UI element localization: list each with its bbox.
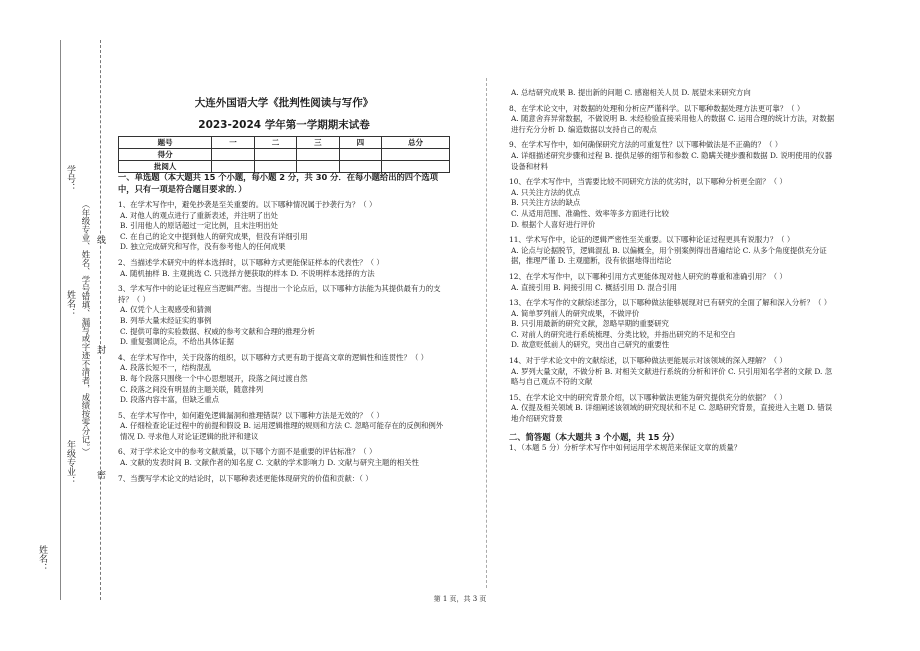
score-cell[interactable] xyxy=(254,149,296,161)
answer-option: C. 在自己的论文中提到他人的研究成果，但没有详细引用 xyxy=(120,231,308,241)
question xyxy=(118,200,450,253)
question-stem: 4、在学术写作中，关于段落的组织，以下哪种方式更有助于提高文章的逻辑性和连贯性？（ ） xyxy=(118,352,429,362)
answer-option: A. 随机抽样 B. 主观挑选 C. 只选择方便获取的样本 D. 不说明样本选择的方法 xyxy=(120,268,375,278)
question-stem: 13、在学术写作的文献综述部分，以下哪种做法能够展现对已有研究的全面了解和深入分析？（ ） xyxy=(509,298,832,308)
answer-option: A. 仅提及相关领域 B. 详细阐述该领域的研究现状和不足 C. 忽略研究背景，直接进入主题 D. 错误地介绍研究背景 xyxy=(511,403,833,424)
answer-option: D. 段落内容丰富，但缺乏重点 xyxy=(120,395,220,405)
question-stem: 1、在学术写作中，避免抄袭是至关重要的。以下哪种情况属于抄袭行为？（ ） xyxy=(118,200,377,209)
student-id-label: 学号： xyxy=(65,165,75,192)
score-table xyxy=(118,136,450,173)
question xyxy=(509,235,839,267)
question xyxy=(118,284,450,348)
score-row-label: 得分 xyxy=(119,149,212,161)
question xyxy=(509,104,839,136)
score-header: 题号 xyxy=(119,137,212,149)
score-table-row xyxy=(119,161,450,173)
answer-option: A. 仔细检查论证过程中的前提和假设 B. 运用逻辑推理的规则和方法 C. 忽略可能存在的反例和例外情况 D. 寻求他人对论证逻辑的批评和建议 xyxy=(120,421,444,441)
score-header: 总分 xyxy=(382,137,450,149)
question-stem: 7、当撰写学术论文的结论时，以下哪种表述更能体现研究的价值和贡献：（ ） xyxy=(118,473,373,483)
answer-option: C. 段落之间没有明显的主题关联，随意排列 xyxy=(120,384,264,394)
question xyxy=(118,447,450,468)
score-row-label: 批阅人 xyxy=(119,161,212,173)
section2-question: 1、（本题 5 分）分析学术写作中如何运用学术规范来保证文章的质量？ xyxy=(509,443,742,453)
question xyxy=(118,353,450,406)
question-stem: 11、学术写作中，论证的逻辑严密性至关重要。以下哪种论证过程更具有说服力？（ ） xyxy=(509,235,795,245)
column-divider xyxy=(486,78,487,588)
answer-option: B. 只引用最新的研究文献，忽略早期的重要研究 xyxy=(511,319,669,329)
binding-margin xyxy=(0,0,110,651)
question-stem: 14、对于学术论文中的文献综述，以下哪种做法更能展示对该领域的深入理解？（ ） xyxy=(509,356,787,366)
answer-option: B. 列举大量未经证实的事例 xyxy=(120,315,212,325)
answer-option: B. 只关注方法的缺点 xyxy=(511,198,581,208)
score-cell[interactable] xyxy=(212,161,254,173)
score-cell[interactable] xyxy=(382,161,450,173)
answer-option: A. 直接引用 B. 间接引用 C. 概括引用 D. 混合引用 xyxy=(511,282,677,292)
major-label: 年级专业： xyxy=(65,440,75,485)
score-header: 二 xyxy=(254,137,296,149)
answer-option: D. 故意贬低前人的研究，突出自己研究的重要性 xyxy=(511,340,670,350)
answer-option: C. 提供可靠的实验数据、权威的参考文献和合理的推理分析 xyxy=(120,326,315,336)
question-stem: 12、在学术写作中，以下哪种引用方式更能体现对他人研究的尊重和准确引用？（ ） xyxy=(509,271,787,281)
score-cell[interactable] xyxy=(339,149,381,161)
question xyxy=(509,393,839,425)
answer-option: A. 随意舍弃异常数据，不做说明 B. 未经检验直接采用他人的数据 C. 运用合理的统计方法，对数据进行充分分析 D. 编造数据以支持自己的观点 xyxy=(511,114,835,134)
score-cell[interactable] xyxy=(339,161,381,173)
score-cell[interactable] xyxy=(297,149,339,161)
score-table-header-row xyxy=(119,137,450,149)
seal-line xyxy=(100,40,101,600)
answer-option: C. 对前人的研究进行系统梳理、分类比较，并指出研究的不足和空白 xyxy=(511,329,736,339)
score-cell[interactable] xyxy=(382,149,450,161)
score-header: 四 xyxy=(339,137,381,149)
question xyxy=(509,140,839,172)
score-cell[interactable] xyxy=(297,161,339,173)
q7-options: A. 总结研究成果 B. 提出新的问题 C. 感谢相关人员 D. 展望未来研究方向 xyxy=(511,88,751,97)
answer-option: A. 仅凭个人主观感受和猜测 xyxy=(120,305,212,315)
question-stem: 6、对于学术论文中的参考文献质量，以下哪个方面不是重要的评估标准？（ ） xyxy=(118,447,377,457)
seal-mark-secret: 密 xyxy=(95,470,105,479)
answer-option: D. 独立完成研究和写作，没有参考他人的任何成果 xyxy=(120,242,286,252)
answer-option: D. 重复强调论点，不给出具体证据 xyxy=(120,337,234,347)
answer-option: B. 每个段落只围绕一个中心思想展开，段落之间过渡自然 xyxy=(120,373,308,383)
answer-option: B. 引用他人的原话超过一定比例，且未注明出处 xyxy=(120,221,278,231)
section2-heading: 二、简答题（本大题共 3 个小题，共 15 分） xyxy=(509,431,679,442)
question-stem: 3、学术写作中的论证过程应当逻辑严密。当提出一个论点后，以下哪种方法能为其提供最有力的支持？（ ） xyxy=(118,284,441,304)
page-footer: 第 1 页，共 3 页 xyxy=(433,595,487,603)
seal-mark-seal: 封 xyxy=(95,345,105,354)
score-cell[interactable] xyxy=(212,149,254,161)
score-header: 一 xyxy=(212,137,254,149)
section1-heading: 一、单选题（本大题共 15 个小题，每小题 2 分，共 30 分．在每小题给出的四个选项中，只有一项是符合题目要求的．） xyxy=(118,172,438,194)
exam-title: 大连外国语大学《批判性阅读与写作》 xyxy=(194,97,374,109)
question xyxy=(118,411,450,443)
answer-option: A. 只关注方法的优点 xyxy=(511,187,581,197)
question-stem: 8、在学术论文中，对数据的处理和分析应严谨科学。以下哪种数据处理方法更可靠？（ ） xyxy=(509,103,805,113)
score-cell[interactable] xyxy=(254,161,296,173)
right-column xyxy=(509,88,839,454)
question-stem: 15、在学术论文中的研究背景介绍，以下哪种做法更能为研究提供充分的依据？（ ） xyxy=(509,392,787,402)
answer-option: D. 根据个人喜好进行评价 xyxy=(511,219,596,229)
question xyxy=(509,272,839,293)
answer-option: A. 段落长短不一，结构混乱 xyxy=(120,363,212,373)
answer-option: A. 罗列大量文献，不做分析 B. 对相关文献进行系统的分析和评价 C. 只引用知名学者的文献 D. 忽略与自己观点不符的文献 xyxy=(511,366,833,387)
answer-option: A. 简单罗列前人的研究成果，不做评价 xyxy=(511,308,640,318)
bottom-name-label: 姓名： xyxy=(37,545,47,572)
question xyxy=(509,298,839,351)
question xyxy=(509,177,839,230)
notice-text: （年级专业、姓名、学号错填、漏写或字迹不清者，成绩按零分记。） xyxy=(81,200,91,456)
answer-option: A. 详细描述研究步骤和过程 B. 提供足够的细节和参数 C. 隐瞒关键步骤和数据 D. 说明使用的仪器设备和材料 xyxy=(511,150,833,171)
answer-option: C. 从适用范围、准确性、效率等多方面进行比较 xyxy=(511,208,669,218)
exam-subtitle: 2023-2024 学年第一学期期末试卷 xyxy=(198,119,370,131)
question-stem: 2、当描述学术研究中的样本选择时，以下哪种方式更能保证样本的代表性？（ ） xyxy=(118,257,384,267)
seal-mark-line: 线 xyxy=(95,235,105,244)
question xyxy=(118,474,450,485)
answer-option: A. 文献的发表时间 B. 文献作者的知名度 C. 文献的学术影响力 D. 文献与研究主题的相关性 xyxy=(120,458,419,468)
question xyxy=(509,356,839,388)
answer-option: A. 对他人的观点进行了重新表述，并注明了出处 xyxy=(120,210,278,220)
question-stem: 5、在学术写作中，如何避免逻辑漏洞和推理错误？以下哪种方法是无效的？（ ） xyxy=(118,410,384,420)
name-label: 姓名： xyxy=(65,290,75,317)
fold-line xyxy=(60,40,61,600)
question-list xyxy=(509,104,839,425)
question-stem: 9、在学术写作中，如何确保研究方法的可重复性？以下哪种做法是不正确的？（ ） xyxy=(509,140,783,150)
question xyxy=(118,258,450,279)
left-column xyxy=(118,172,450,484)
score-header: 三 xyxy=(297,137,339,149)
question-stem: 10、在学术写作中，当需要比较不同研究方法的优劣时，以下哪种分析更全面？（ ） xyxy=(509,177,787,187)
score-table-row xyxy=(119,149,450,161)
answer-option: A. 论点与论据脱节，逻辑混乱 B. 以偏概全，用个别案例得出普遍结论 C. 从多个角度提供充分证据，推理严谨 D. 主观臆断，没有依据地得出结论 xyxy=(511,245,827,266)
question-list xyxy=(118,200,450,484)
